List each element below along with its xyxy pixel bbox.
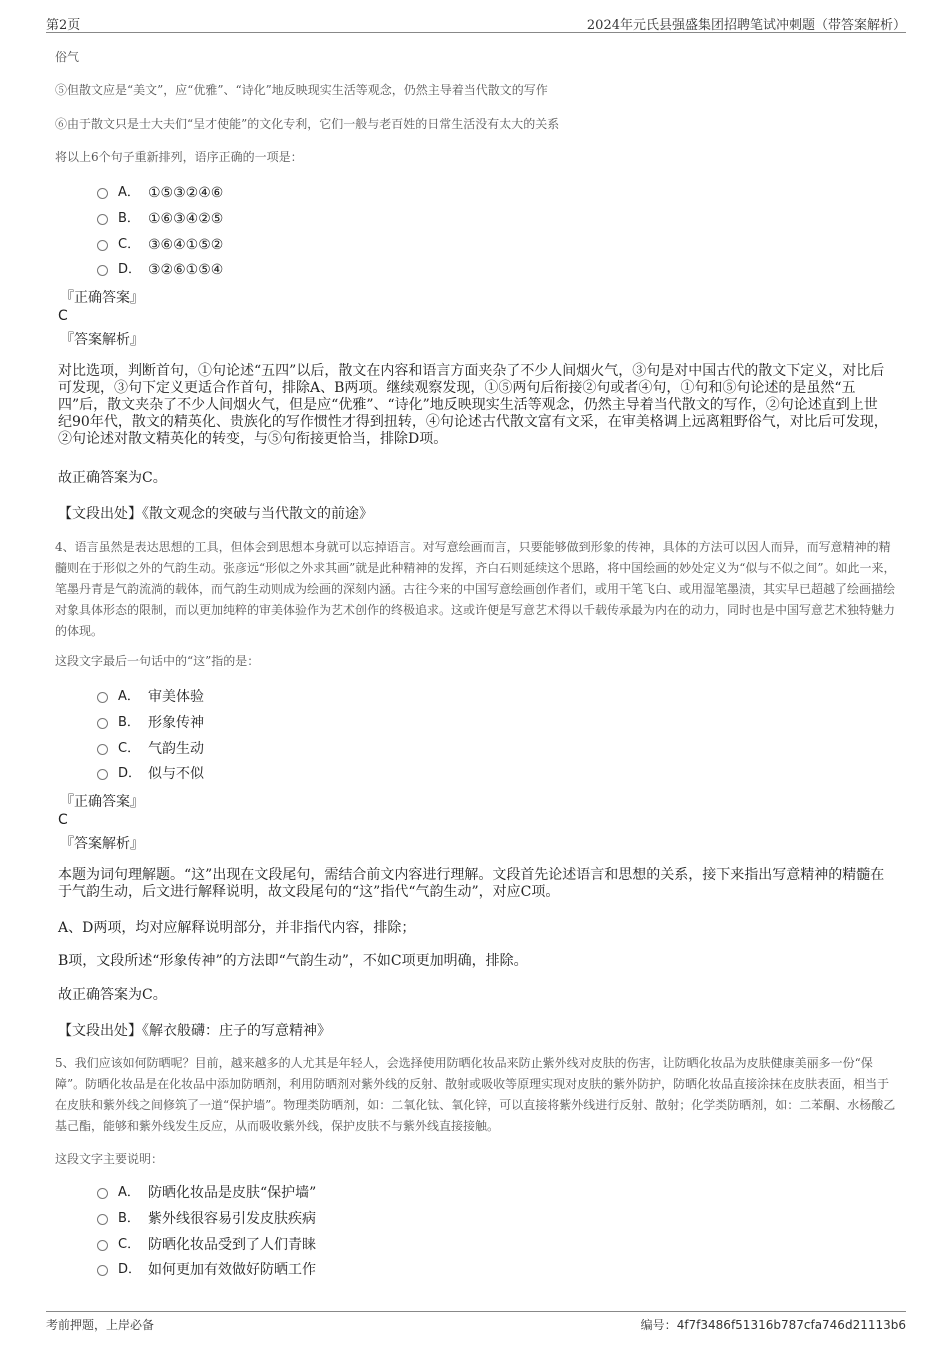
q3-line-5: ⑤但散文应是“美文”，应“优雅”、“诗化”地反映现实生活等观念，仍然主导着当代散文的写作: [55, 83, 548, 97]
q3-answer-label: 『正确答案』: [60, 290, 144, 306]
q3-line-6: ⑥由于散文只是士大夫们“呈才使能”的文化专利，它们一般与老百姓的日常生活没有太大的关系: [55, 117, 560, 131]
radio-icon[interactable]: [97, 692, 108, 703]
q4-question: 这段文字最后一句话中的“这”指的是：: [55, 654, 260, 668]
q4-option-d[interactable]: D． 似与不似: [97, 764, 204, 784]
radio-icon[interactable]: [97, 188, 108, 199]
q4-analysis: 本题为词句理解题。“这”出现在文段尾句，需结合前文内容进行理解。文段首先论述语言和思想的关系，接下来指出写意精神的精髓在于气韵生动，后文进行解释说明，故文段尾句的“这”指代“气韵生动”，对应C项。: [58, 867, 885, 900]
page-footer: [46, 1311, 906, 1332]
radio-icon[interactable]: [97, 1240, 108, 1251]
footer-slogan: 考前押题，上岸必备: [46, 1318, 155, 1332]
q5-passage: 5、我们应该如何防晒呢？目前，越来越多的人尤其是年轻人，会选择使用防晒化妆品来防止紫外线对皮肤的伤害，让防晒化妆品为皮肤健康美丽多一份“保障”。防晒化妆品是在化妆品中添加防晒剂，利用防晒剂对紫外线的反射、散射或吸收等原理实现对皮肤的紫外防护，防晒化妆品直接涂抹在皮肤表面，相当于在皮肤和紫外线之间修筑了一道“保护墙”。物理类防晒剂，如：二氧化钛、氧化锌，可以直接将紫外线进行反射、散射；化学类防晒剂，如：二苯酮、水杨酸乙基己酯，能够和紫外线发生反应，从而吸收紫外线，保护皮肤不与紫外线直接接触。: [55, 1056, 896, 1133]
radio-icon[interactable]: [97, 1188, 108, 1199]
radio-icon[interactable]: [97, 1214, 108, 1225]
document-code: 编号：4f7f3486f51316b787cfa746d21113b6: [640, 1318, 906, 1332]
q3-answer: C: [58, 308, 68, 324]
q5-option-c[interactable]: C． 防晒化妆品受到了人们青睐: [97, 1235, 316, 1255]
q3-option-d[interactable]: D． ③②⑥①⑤④: [97, 260, 223, 280]
q4-conclusion: 故正确答案为C。: [58, 987, 167, 1003]
radio-icon[interactable]: [97, 769, 108, 780]
q4-option-a[interactable]: A． 审美体验: [97, 687, 204, 707]
radio-icon[interactable]: [97, 718, 108, 729]
q3-option-a[interactable]: A． ①⑤③②④⑥: [97, 183, 223, 203]
q4-note-b: B项，文段所述“形象传神”的方法即“气韵生动”，不如C项更加明确，排除。: [58, 953, 528, 969]
q5-option-d[interactable]: D． 如何更加有效做好防晒工作: [97, 1260, 316, 1280]
radio-icon[interactable]: [97, 265, 108, 276]
q4-answer: C: [58, 812, 68, 828]
q5-option-b[interactable]: B． 紫外线很容易引发皮肤疾病: [97, 1209, 316, 1229]
q4-source: 【文段出处】《解衣般礴：庄子的写意精神》: [58, 1023, 331, 1039]
q3-analysis-label: 『答案解析』: [60, 332, 144, 348]
q3-option-c[interactable]: C． ③⑥④①⑤②: [97, 235, 223, 255]
radio-icon[interactable]: [97, 1265, 108, 1276]
q3-conclusion: 故正确答案为C。: [58, 470, 167, 486]
q4-analysis-label: 『答案解析』: [60, 836, 144, 852]
q3-line-1: 俗气: [55, 50, 80, 64]
q4-option-c[interactable]: C． 气韵生动: [97, 739, 204, 759]
q4-passage: 4、语言虽然是表达思想的工具，但体会到思想本身就可以忘掉语言。对写意绘画而言，只要能够做到形象的传神，具体的方法可以因人而异，而写意精神的精髓则在于形似之外的气韵生动。张彦远“形似之外求其画”就是此种精神的发挥，齐白石则延续这个思路，将中国绘画的妙处定义为“似与不似之间”。如此一来，笔墨丹青是气韵流淌的载体，而气韵生动则成为绘画的深刻内涵。古往今来的中国写意绘画创作者们，或用干笔飞白、或用湿笔墨渍，其实早已超越了绘画描绘对象具体形态的限制，而以更加纯粹的审美体验作为艺术创作的终极追求。这或许便是写意艺术得以千载传承最为内在的动力，同时也是中国写意艺术独特魅力的体现。: [55, 540, 896, 638]
q4-answer-label: 『正确答案』: [60, 794, 144, 810]
radio-icon[interactable]: [97, 744, 108, 755]
q4-option-b[interactable]: B． 形象传神: [97, 713, 204, 733]
document-title: 2024年元氏县强盛集团招聘笔试冲刺题（带答案解析）: [586, 18, 906, 33]
q3-question: 将以上6个句子重新排列，语序正确的一项是：: [55, 150, 303, 164]
q5-question: 这段文字主要说明：: [55, 1152, 164, 1166]
page-number: 第2页: [46, 18, 81, 33]
page-header: [46, 10, 906, 33]
q3-option-b[interactable]: B． ①⑥③④②⑤: [97, 209, 223, 229]
radio-icon[interactable]: [97, 240, 108, 251]
q3-analysis: 对比选项，判断首句，①句论述“五四”以后，散文在内容和语言方面夹杂了不少人间烟火气，③句是对中国古代的散文下定义，对比后可发现，③句下定义更适合作首句，排除A、B两项。继续观察发现，①⑤两句后衔接②句或者④句，①句和⑤句论述的是虽然“五四”后，散文夹杂了不少人间烟火气，但是应“优雅”、“诗化”地反映现实生活等观念，仍然主导着当代散文的写作，②句论述直到上世纪90年代，散文的精英化、贵族化的写作惯性才得到扭转，④句论述古代散文富有文采，在审美格调上远离粗野俗气，对比后可发现，②句论述对散文精英化的转变，与⑤句衔接更恰当，排除D项。: [58, 363, 888, 447]
q4-note-ad: A、D两项，均对应解释说明部分，并非指代内容，排除；: [58, 920, 416, 936]
radio-icon[interactable]: [97, 214, 108, 225]
q3-source: 【文段出处】《散文观念的突破与当代散文的前途》: [58, 506, 373, 522]
q5-option-a[interactable]: A． 防晒化妆品是皮肤“保护墙”: [97, 1183, 316, 1203]
